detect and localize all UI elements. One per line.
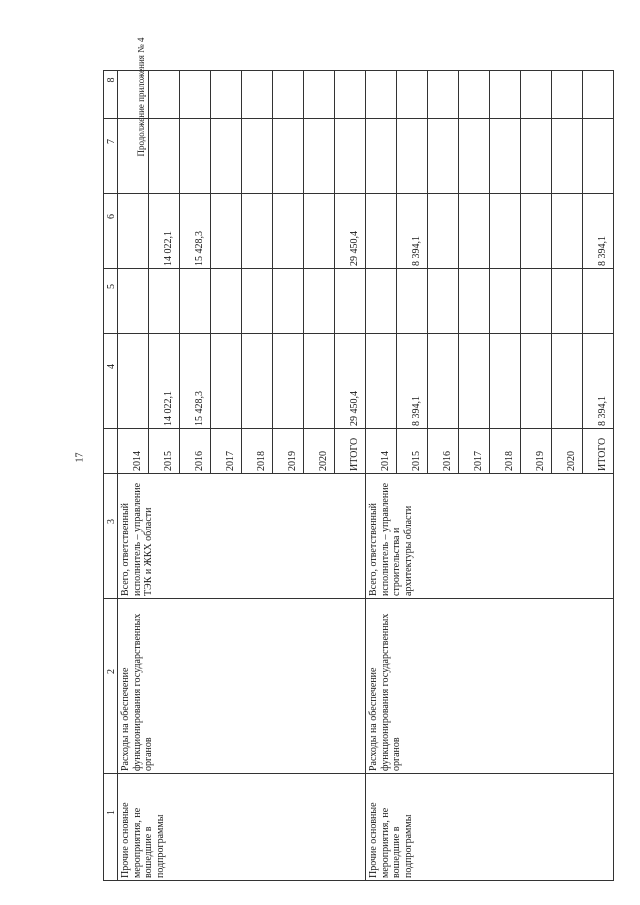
budget-table	[103, 70, 614, 881]
column-number-cell	[104, 194, 118, 269]
value-cell	[459, 194, 490, 269]
value-cell	[242, 194, 273, 269]
year-cell	[490, 429, 521, 474]
value-cell	[180, 334, 211, 429]
table-row	[104, 474, 614, 599]
value-cell	[273, 334, 304, 429]
value-cell	[304, 334, 335, 429]
year-cell	[273, 429, 304, 474]
executor-text: Всего, ответственный исполнитель – управление ТЭК и ЖКХ области	[120, 482, 154, 596]
value-cell	[149, 194, 180, 269]
column-number-cell	[104, 474, 118, 599]
year-label: 2018	[504, 451, 515, 471]
year-label: ИТОГО	[597, 437, 608, 471]
value-cell	[304, 119, 335, 194]
value-cell	[118, 269, 149, 334]
table-row	[104, 119, 614, 194]
value-cell	[521, 119, 552, 194]
value-cell	[180, 71, 211, 119]
table-row	[104, 334, 614, 429]
column-number: 4	[106, 364, 117, 369]
amount-value: 29 450,4	[349, 231, 360, 266]
table-row	[104, 194, 614, 269]
value-cell	[366, 194, 397, 269]
value-cell	[521, 334, 552, 429]
value-cell	[583, 334, 614, 429]
year-label: 2014	[380, 451, 391, 471]
expense-text: Расходы на обеспечение функционирования государственных органов	[368, 613, 402, 771]
amount-value: 8 394,1	[411, 396, 422, 426]
column-number: 3	[106, 519, 117, 524]
value-cell	[149, 334, 180, 429]
value-cell	[397, 119, 428, 194]
value-cell	[366, 71, 397, 119]
event-text: Прочие основные мероприятия, не вошедшие в подпрограммы	[120, 802, 166, 878]
value-cell	[149, 269, 180, 334]
year-label: 2015	[163, 451, 174, 471]
value-cell	[273, 194, 304, 269]
column-number: 1	[106, 810, 117, 815]
value-cell	[273, 269, 304, 334]
event-cell	[118, 774, 366, 881]
year-label: ИТОГО	[349, 437, 360, 471]
value-cell	[211, 71, 242, 119]
value-cell	[397, 71, 428, 119]
value-cell	[490, 71, 521, 119]
value-cell	[242, 334, 273, 429]
expense-cell	[118, 599, 366, 774]
year-cell	[180, 429, 211, 474]
value-cell	[397, 334, 428, 429]
year-label: 2019	[287, 451, 298, 471]
value-cell	[273, 119, 304, 194]
value-cell	[583, 269, 614, 334]
value-cell	[366, 269, 397, 334]
executor-cell	[118, 474, 366, 599]
value-cell	[583, 71, 614, 119]
year-cell	[149, 429, 180, 474]
table-row	[104, 599, 614, 774]
value-cell	[118, 334, 149, 429]
value-cell	[335, 119, 366, 194]
column-number-cell	[104, 334, 118, 429]
value-cell	[459, 269, 490, 334]
column-number: 2	[106, 669, 117, 674]
value-cell	[273, 71, 304, 119]
column-number-cell	[104, 269, 118, 334]
column-number: 6	[106, 214, 117, 219]
value-cell	[428, 194, 459, 269]
year-label: 2019	[535, 451, 546, 471]
value-cell	[397, 269, 428, 334]
year-label: 2020	[318, 451, 329, 471]
value-cell	[180, 119, 211, 194]
column-number-cell	[104, 429, 118, 474]
value-cell	[335, 71, 366, 119]
year-label: 2015	[411, 451, 422, 471]
value-cell	[149, 119, 180, 194]
value-cell	[397, 194, 428, 269]
amount-value: 8 394,1	[597, 396, 608, 426]
value-cell	[366, 334, 397, 429]
value-cell	[521, 269, 552, 334]
executor-text: Всего, ответственный исполнитель – управление строительства и архитектуры области	[368, 482, 414, 596]
value-cell	[428, 334, 459, 429]
column-number-cell	[104, 774, 118, 881]
column-number-cell	[104, 119, 118, 194]
year-cell	[428, 429, 459, 474]
year-label: 2017	[473, 451, 484, 471]
table-row	[104, 269, 614, 334]
value-cell	[428, 119, 459, 194]
appendix-note: Продолжение приложения № 4	[136, 37, 146, 157]
value-cell	[428, 269, 459, 334]
amount-value: 14 022,1	[163, 231, 174, 266]
value-cell	[459, 71, 490, 119]
value-cell	[335, 194, 366, 269]
value-cell	[304, 194, 335, 269]
amount-value: 8 394,1	[411, 236, 422, 266]
year-cell	[118, 429, 149, 474]
value-cell	[180, 194, 211, 269]
value-cell	[490, 269, 521, 334]
value-cell	[552, 119, 583, 194]
table-row	[104, 71, 614, 119]
amount-value: 8 394,1	[597, 236, 608, 266]
value-cell	[211, 119, 242, 194]
value-cell	[552, 269, 583, 334]
value-cell	[521, 194, 552, 269]
value-cell	[459, 119, 490, 194]
value-cell	[459, 334, 490, 429]
value-cell	[304, 269, 335, 334]
year-cell	[521, 429, 552, 474]
year-cell	[211, 429, 242, 474]
year-cell	[583, 429, 614, 474]
amount-value: 15 428,3	[194, 231, 205, 266]
year-label: 2017	[225, 451, 236, 471]
amount-value: 29 450,4	[349, 391, 360, 426]
amount-value: 15 428,3	[194, 391, 205, 426]
value-cell	[490, 194, 521, 269]
value-cell	[211, 194, 242, 269]
column-number-cell	[104, 71, 118, 119]
year-cell	[366, 429, 397, 474]
value-cell	[242, 71, 273, 119]
amount-value: 14 022,1	[163, 391, 174, 426]
value-cell	[242, 119, 273, 194]
column-number: 8	[106, 77, 117, 83]
value-cell	[366, 119, 397, 194]
column-number: 7	[106, 139, 117, 144]
value-cell	[118, 119, 149, 194]
value-cell	[335, 269, 366, 334]
year-label: 2014	[132, 451, 143, 471]
value-cell	[552, 194, 583, 269]
year-cell	[459, 429, 490, 474]
value-cell	[180, 269, 211, 334]
value-cell	[583, 119, 614, 194]
column-number: 5	[106, 284, 117, 289]
value-cell	[428, 71, 459, 119]
value-cell	[552, 71, 583, 119]
page-number: 17	[74, 452, 86, 463]
value-cell	[335, 334, 366, 429]
event-text: Прочие основные мероприятия, не вошедшие в подпрограммы	[368, 802, 414, 878]
value-cell	[583, 194, 614, 269]
executor-cell	[366, 474, 614, 599]
year-label: 2018	[256, 451, 267, 471]
value-cell	[211, 334, 242, 429]
expense-text: Расходы на обеспечение функционирования государственных органов	[120, 613, 154, 771]
value-cell	[490, 119, 521, 194]
value-cell	[149, 71, 180, 119]
year-cell	[552, 429, 583, 474]
value-cell	[521, 71, 552, 119]
value-cell	[304, 71, 335, 119]
year-cell	[304, 429, 335, 474]
year-cell	[242, 429, 273, 474]
event-cell	[366, 774, 614, 881]
expense-cell	[366, 599, 614, 774]
table-row	[104, 774, 614, 881]
year-cell	[335, 429, 366, 474]
year-label: 2016	[442, 451, 453, 471]
value-cell	[118, 71, 149, 119]
value-cell	[490, 334, 521, 429]
table-row	[104, 429, 614, 474]
value-cell	[211, 269, 242, 334]
column-number-cell	[104, 599, 118, 774]
value-cell	[118, 194, 149, 269]
year-label: 2016	[194, 451, 205, 471]
value-cell	[242, 269, 273, 334]
year-cell	[397, 429, 428, 474]
year-label: 2020	[566, 451, 577, 471]
value-cell	[552, 334, 583, 429]
